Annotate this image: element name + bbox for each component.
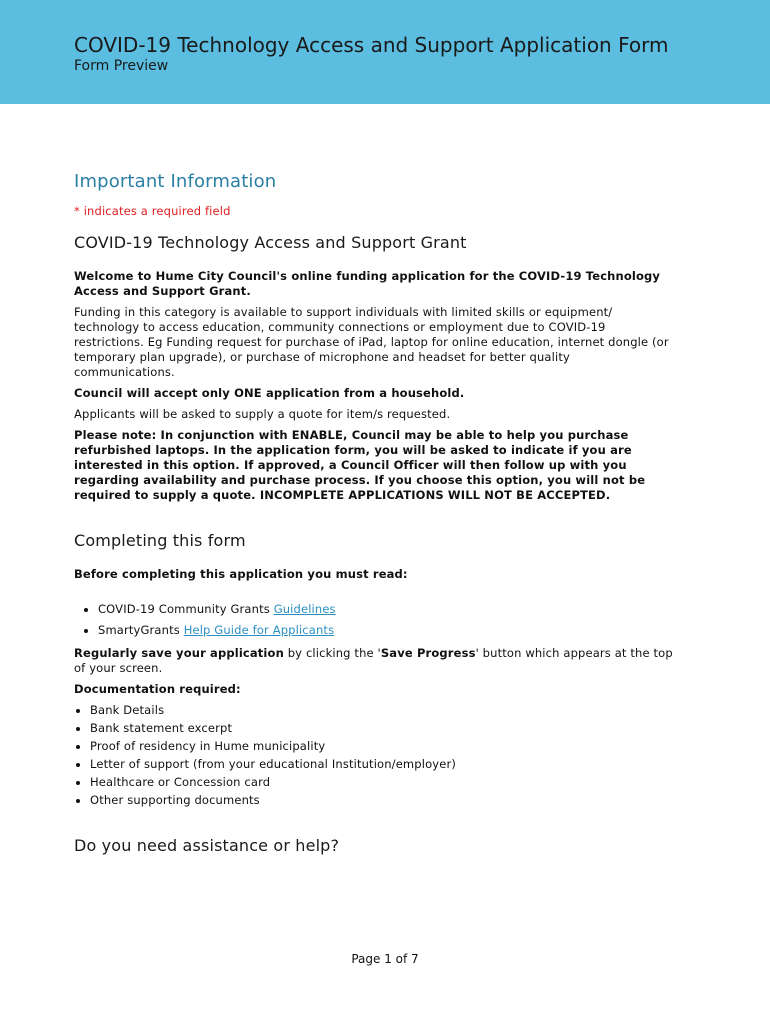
- list-item: • Letter of support (from your educational Institution/employer): [90, 757, 674, 772]
- required-field-note: * indicates a required field: [74, 204, 231, 218]
- funding-text: Funding in this category is available to support individuals with limited skills or equipment/ technology to access education, community connections or employment due to COVID-19 restrictions. Eg Funding request for purchase of iPad, laptop for online education, internet dongle (or temporary plan upgrade), or purchase of microphone and headset for better quality communications.: [74, 305, 669, 379]
- list-item: • Proof of residency in Hume municipality: [90, 739, 674, 754]
- form-content: [74, 170, 674, 872]
- one-application-text: Council will accept only ONE application from a household.: [74, 386, 465, 400]
- save-text-1: by clicking the ': [283, 646, 381, 660]
- list-item: • Bank Details: [90, 703, 674, 718]
- read-list: [74, 588, 674, 638]
- header-banner: [0, 0, 770, 104]
- save-text-2: ' button which appears at the top of your screen.: [74, 646, 673, 675]
- assistance-heading: Do you need assistance or help?: [74, 836, 340, 855]
- guidelines-link[interactable]: Guidelines: [273, 602, 336, 616]
- help-guide-text: SmartyGrants: [98, 623, 184, 637]
- before-completing-text: Before completing this application you must read:: [74, 567, 408, 581]
- help-guide-link[interactable]: Help Guide for Applicants: [183, 623, 335, 637]
- list-item: • Bank statement excerpt: [90, 721, 674, 736]
- save-bold-text: Regularly save your application: [74, 646, 284, 660]
- welcome-text: Welcome to Hume City Council's online funding application for the COVID-19 Technology Access and Support Grant.: [74, 269, 661, 298]
- form-subtitle: Form Preview: [74, 58, 169, 74]
- completing-heading: Completing this form: [74, 531, 246, 550]
- form-title: COVID-19 Technology Access and Support Application Form: [74, 33, 669, 57]
- important-heading: Important Information: [74, 171, 277, 192]
- list-item: • Other supporting documents: [90, 793, 674, 808]
- list-item: [98, 623, 674, 638]
- guidelines-text: COVID-19 Community Grants: [98, 602, 274, 616]
- save-instructions: [74, 646, 674, 676]
- please-note-text: Please note: In conjunction with ENABLE, Council may be able to help you purchase refurbished laptops. In the application form, you will be asked to indicate if you are interested in this option. If approved, a Council Officer will then follow up with you regarding availability and purchase process. If you choose this option, you will not be required to supply a quote. INCOMPLETE APPLICATIONS WILL NOT BE ACCEPTED.: [74, 428, 646, 502]
- save-progress-text: Save Progress: [380, 646, 476, 660]
- list-item: • Healthcare or Concession card: [90, 775, 674, 790]
- grant-heading: COVID-19 Technology Access and Support Grant: [74, 233, 467, 252]
- documentation-heading: Documentation required:: [74, 682, 241, 696]
- quote-text: Applicants will be asked to supply a quote for item/s requested.: [74, 407, 451, 421]
- page-number: Page 1 of 7: [351, 952, 419, 966]
- list-item: [98, 588, 674, 617]
- documentation-list: [74, 703, 674, 808]
